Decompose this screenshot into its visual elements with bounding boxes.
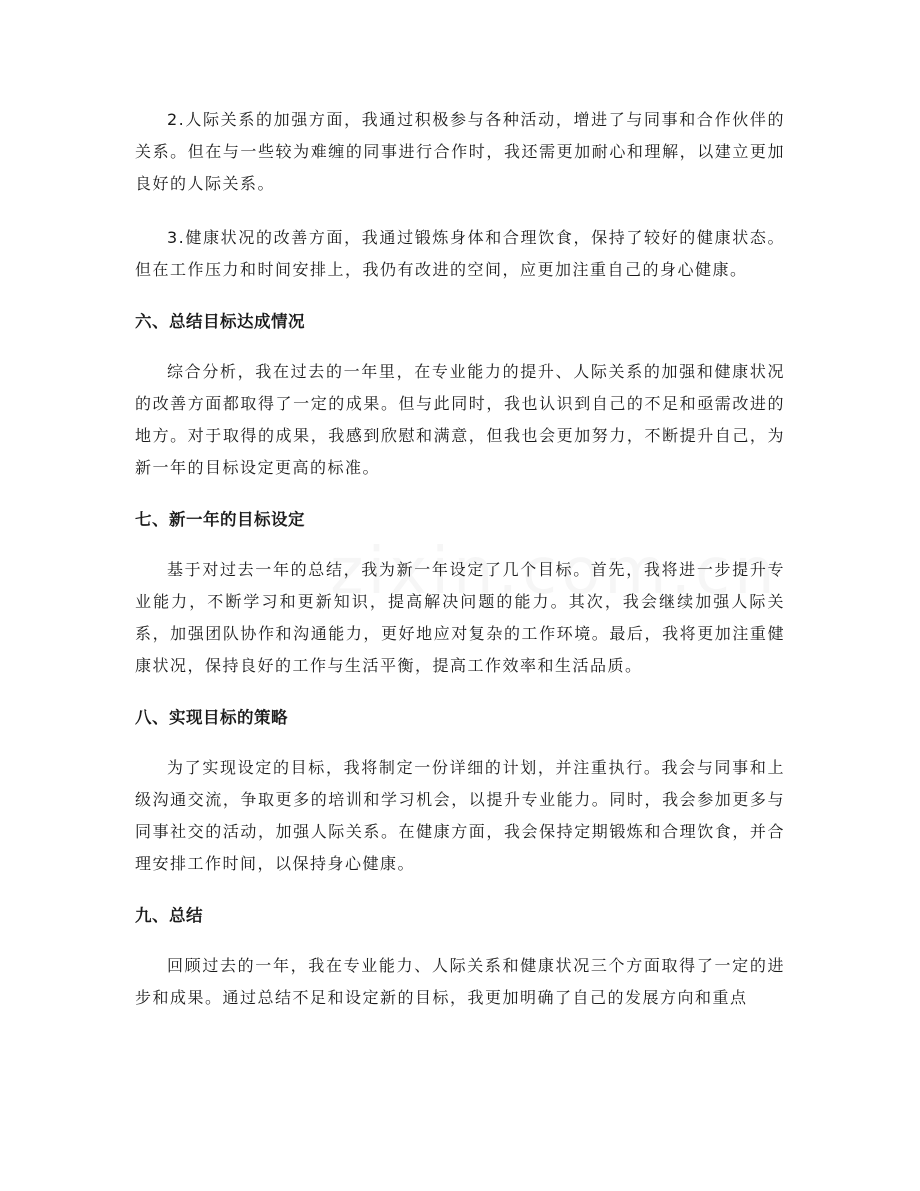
section-heading-7: 七、新一年的目标设定	[135, 510, 305, 529]
paragraph-summary-achievement: 综合分析，我在过去的一年里，在专业能力的提升、人际关系的加强和健康状况的改善方面都取得了一定的成果。但与此同时，我也认识到自己的不足和亟需改进的地方。对于取得的成果，我感到欣慰和满意，但我也会更加努力，不断提升自己，为新一年的目标设定更高的标准。	[135, 362, 785, 477]
section-heading-9: 九、总结	[135, 906, 203, 925]
paragraph-interpersonal: 2.人际关系的加强方面，我通过积极参与各种活动，增进了与同事和合作伙伴的关系。但在与一些较为难缠的同事进行合作时，我还需更加耐心和理解，以建立更加良好的人际关系。	[135, 110, 785, 193]
section-heading-6: 六、总结目标达成情况	[135, 312, 305, 331]
paragraph-strategy: 为了实现设定的目标，我将制定一份详细的计划，并注重执行。我会与同事和上级沟通交流，争取更多的培训和学习机会，以提升专业能力。同时，我会参加更多与同事社交的活动，加强人际关系。在健康方面，我会保持定期锻炼和合理饮食，并合理安排工作时间，以保持身心健康。	[135, 758, 785, 873]
document-page	[135, 104, 785, 1014]
paragraph-conclusion: 回顾过去的一年，我在专业能力、人际关系和健康状况三个方面取得了一定的进步和成果。通过总结不足和设定新的目标，我更加明确了自己的发展方向和重点	[135, 956, 785, 1007]
section-heading-8: 八、实现目标的策略	[135, 708, 288, 727]
paragraph-new-goals: 基于对过去一年的总结，我为新一年设定了几个目标。首先，我将进一步提升专业能力，不断学习和更新知识，提高解决问题的能力。其次，我会继续加强人际关系，加强团队协作和沟通能力，更好地应对复杂的工作环境。最后，我将更加注重健康状况，保持良好的工作与生活平衡，提高工作效率和生活品质。	[135, 560, 785, 675]
paragraph-health: 3.健康状况的改善方面，我通过锻炼身体和合理饮食，保持了较好的健康状态。但在工作压力和时间安排上，我仍有改进的空间，应更加注重自己的身心健康。	[135, 228, 785, 279]
